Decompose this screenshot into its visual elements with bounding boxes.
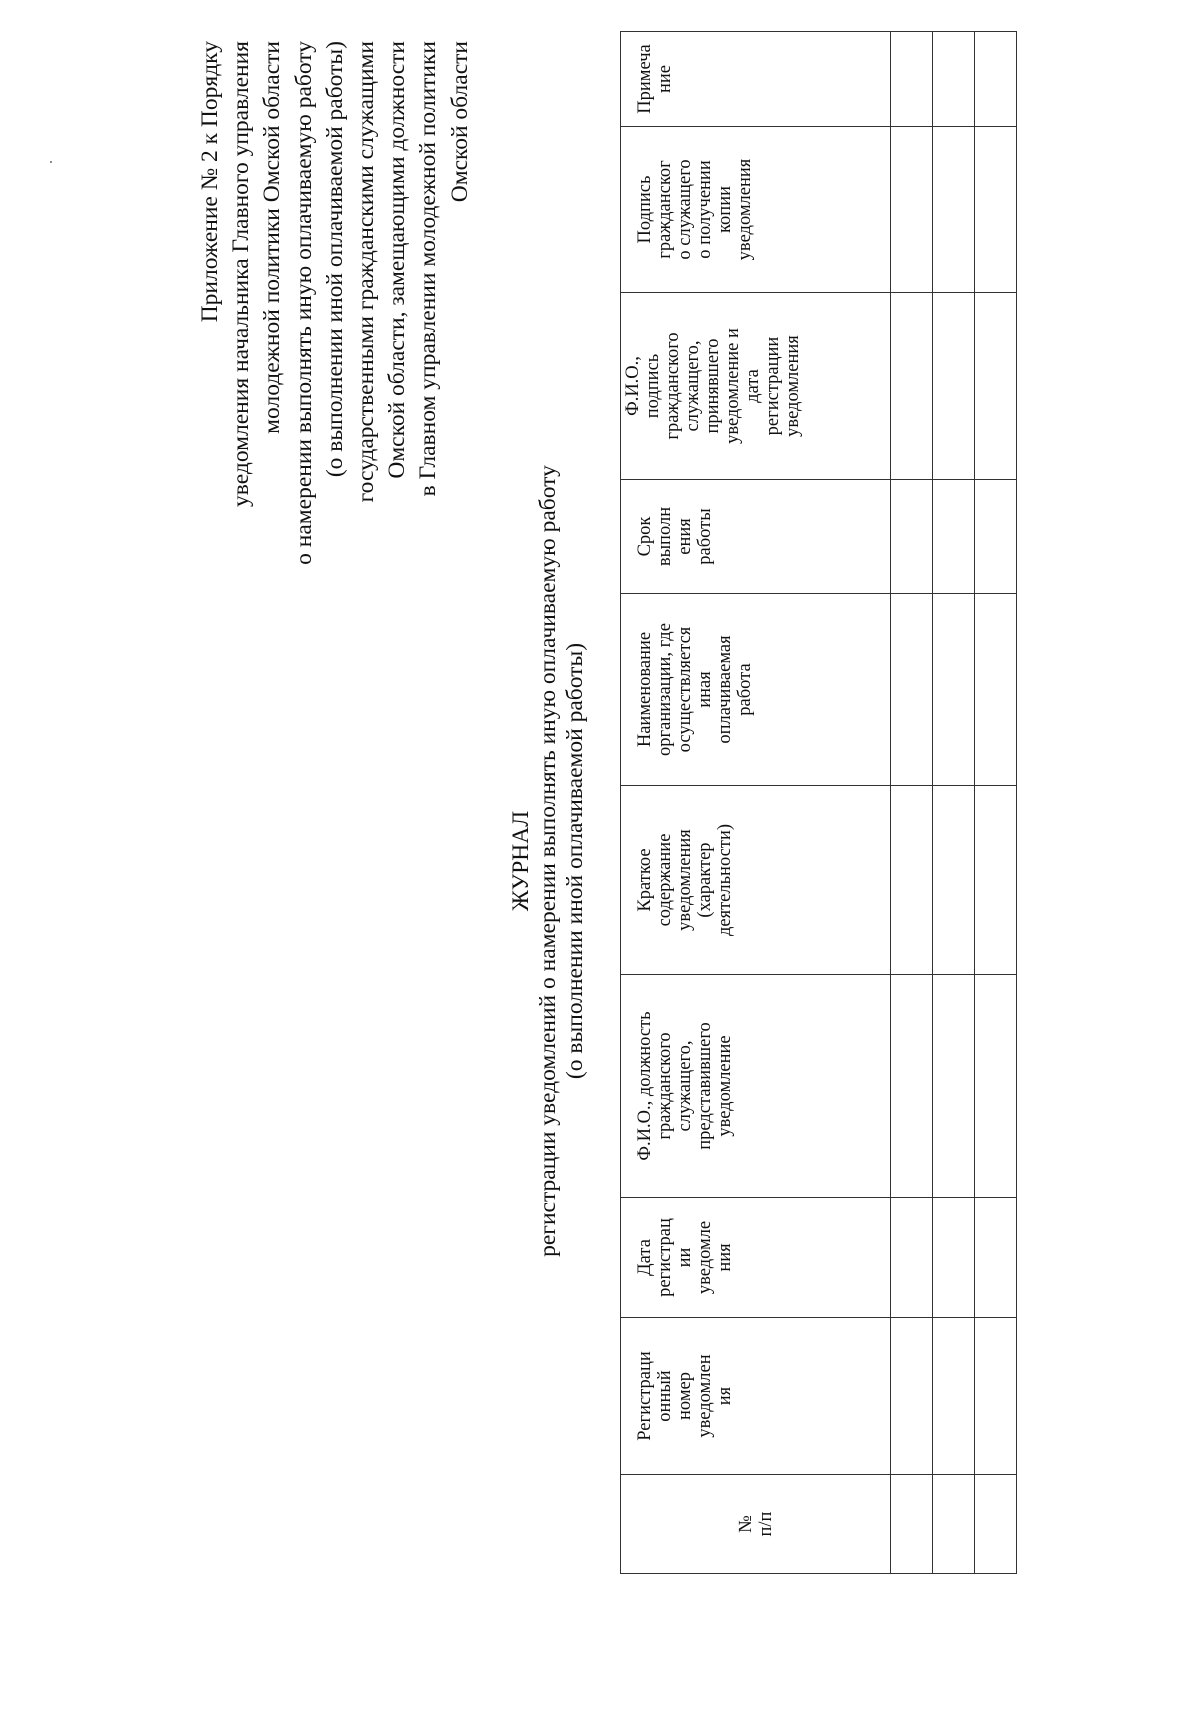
header-cell-number: № п/п (621, 1475, 891, 1574)
table-row (933, 32, 975, 1574)
header-cell-work-period: Срок выполн ения работы (621, 480, 891, 594)
table-row (891, 32, 933, 1574)
header-cell-note: Примеча ние (621, 32, 891, 127)
table-cell[interactable] (891, 786, 933, 975)
header-cell-registration-date: Дата регистрац ии уведомле ния (621, 1198, 891, 1318)
table-cell[interactable] (891, 1475, 933, 1574)
journal-subtitle-line: (о выполнении иной оплачиваемой работы) (562, 642, 588, 1080)
table-cell[interactable] (891, 1318, 933, 1475)
header-cell-organization-name: Наименование организации, где осуществляется иная оплачиваемая работа (621, 594, 891, 786)
table-cell[interactable] (975, 1198, 1017, 1318)
header-cell-employee-name-position: Ф.И.О., должность гражданского служащего, представившего уведомление (621, 975, 891, 1198)
table-body (891, 32, 1017, 1574)
table-cell[interactable] (933, 1318, 975, 1475)
header-cell-summary: Краткое содержание уведомления (характер деятельности) (621, 786, 891, 975)
appendix-line: Приложение № 2 к Порядку (197, 41, 223, 323)
table-cell[interactable] (975, 1475, 1017, 1574)
journal-table (620, 31, 1017, 1574)
appendix-line: Омской области (446, 41, 473, 203)
table-cell[interactable] (933, 786, 975, 975)
table-header-row (621, 32, 891, 1574)
table-cell[interactable] (933, 480, 975, 594)
table-cell[interactable] (891, 975, 933, 1198)
header-cell-receiver-signature: Ф.И.О., подпись гражданского служащего, принявшего уведомление и дата регистрации уведомления (621, 293, 891, 480)
appendix-line: молодежной политики Омской области (259, 41, 286, 434)
header-cell-copy-receipt-signature: Подпись гражданског о служащего о получении копии уведомления (621, 127, 891, 293)
table-cell[interactable] (891, 480, 933, 594)
table-cell[interactable] (975, 594, 1017, 786)
table-cell[interactable] (975, 32, 1017, 127)
table-cell[interactable] (975, 480, 1017, 594)
journal-title: ЖУРНАЛ (508, 810, 534, 912)
table-cell[interactable] (933, 32, 975, 127)
appendix-line: о намерении выполнять иную оплачиваемую работу (290, 41, 317, 565)
appendix-line: (о выполнении иной оплачиваемой работы) (321, 41, 348, 478)
table-cell[interactable] (891, 127, 933, 293)
table-cell[interactable] (975, 975, 1017, 1198)
table-cell[interactable] (933, 594, 975, 786)
table-cell[interactable] (891, 594, 933, 786)
table-cell[interactable] (933, 293, 975, 480)
table-cell[interactable] (891, 1198, 933, 1318)
appendix-line: государственными гражданскими служащими (353, 41, 380, 503)
appendix-line: Омской области, замещающими должности (384, 41, 411, 479)
table-cell[interactable] (933, 127, 975, 293)
table-cell[interactable] (975, 293, 1017, 480)
table-cell[interactable] (891, 293, 933, 480)
table-cell[interactable] (975, 786, 1017, 975)
appendix-line: в Главном управлении молодежной политики (415, 41, 442, 497)
table-cell[interactable] (933, 1475, 975, 1574)
scan-speck (50, 161, 52, 163)
appendix-line: уведомления начальника Главного управления (228, 41, 255, 507)
appendix-header (195, 41, 476, 681)
table-cell[interactable] (933, 975, 975, 1198)
table-cell[interactable] (975, 127, 1017, 293)
header-cell-registration-number: Регистраци онный номер уведомлен ия (621, 1318, 891, 1475)
table-cell[interactable] (933, 1198, 975, 1318)
table-cell[interactable] (975, 1318, 1017, 1475)
journal-title-block (508, 141, 589, 1581)
table-row (975, 32, 1017, 1574)
table-cell[interactable] (891, 32, 933, 127)
journal-subtitle-line: регистрации уведомлений о намерении выполнять иную оплачиваемую работу (535, 465, 561, 1257)
